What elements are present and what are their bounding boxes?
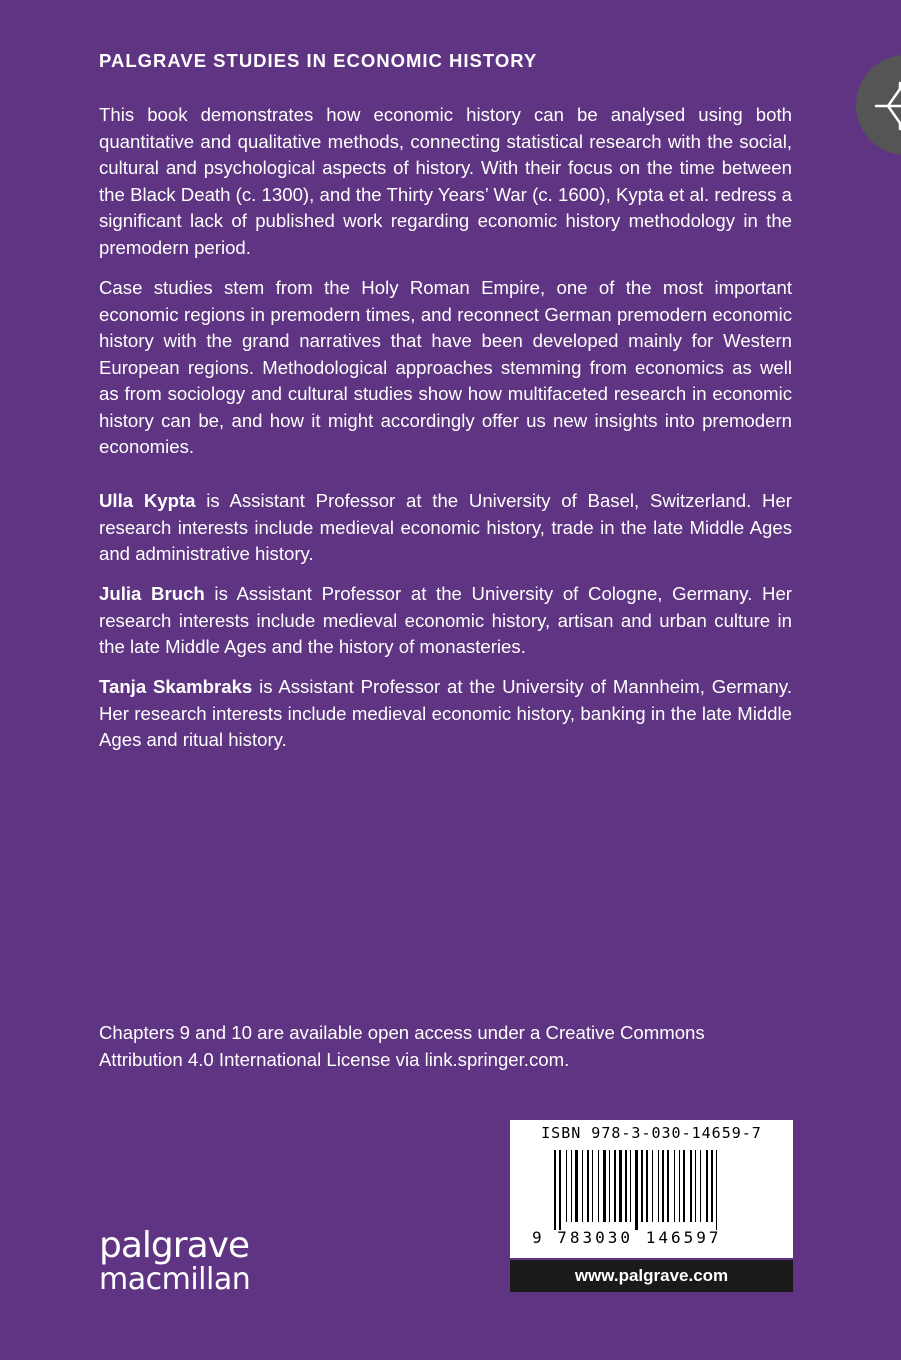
website-label: www.palgrave.com <box>510 1260 793 1292</box>
author-name: Julia Bruch <box>99 583 205 604</box>
barcode-bar <box>582 1150 583 1222</box>
barcode-bar <box>609 1150 610 1222</box>
network-icon <box>870 81 901 131</box>
barcode-bar <box>554 1150 556 1230</box>
barcode-bar <box>635 1150 638 1230</box>
barcode-bar <box>614 1150 616 1222</box>
author-bio-text: is Assistant Professor at the University of Basel, Switzerland. Her research interests include medieval economic history, trade in the late Middle Ages and administrative history. <box>99 490 792 564</box>
barcode-bar <box>630 1150 631 1222</box>
barcode-bar <box>667 1150 669 1222</box>
logo-line-2: macmillan <box>99 1262 251 1297</box>
barcode-bar <box>711 1150 713 1222</box>
barcode-bar <box>695 1150 696 1222</box>
barcode-bars <box>510 1150 793 1230</box>
author-bio <box>99 674 792 754</box>
publisher-logo <box>99 1225 251 1297</box>
barcode-bar <box>559 1150 561 1230</box>
barcode-bar <box>598 1150 599 1222</box>
barcode-bar <box>592 1150 593 1222</box>
logo-line-1: palgrave <box>99 1225 250 1266</box>
barcode-bar <box>646 1150 648 1222</box>
open-access-note: Chapters 9 and 10 are available open access under a Creative Commons Attribution 4.0 International License via link.springer.com. <box>99 1022 705 1070</box>
ean-digits: 9 783030 146597 <box>532 1228 722 1247</box>
barcode-bar <box>674 1150 675 1222</box>
open-access-badge <box>856 55 901 155</box>
author-bio <box>99 581 792 661</box>
barcode-bar <box>683 1150 685 1222</box>
barcode-bar <box>575 1150 578 1222</box>
isbn-text: ISBN 978-3-030-14659-7 <box>541 1124 762 1142</box>
barcode-bar <box>603 1150 606 1222</box>
blurb-paragraph: Case studies stem from the Holy Roman Empire, one of the most important economic regions in premodern times, and reconnect German premodern economic history with the grand narratives that have been developed mainly for Western European regions. Methodological approaches stemming from economics as well as from sociology and cultural studies show how multifaceted research in economic history can be, and how it might accordingly offer us new insights into premodern economies. <box>99 277 792 457</box>
barcode-bar <box>658 1150 659 1222</box>
author-bio <box>99 488 792 568</box>
blurb-paragraph: This book demonstrates how economic history can be analysed using both quantitative and qualitative methods, connecting statistical research with the social, cultural and psychological aspects of history. With their focus on the time between the Black Death (c. 1300), and the Thirty Years’ War (c. 1600), Kypta et al. redress a significant lack of published work regarding economic history methodology in the premodern period. <box>99 104 792 258</box>
barcode-bar <box>641 1150 643 1222</box>
barcode-bar <box>679 1150 680 1222</box>
barcode-bar <box>652 1150 653 1222</box>
barcode-bar <box>706 1150 708 1222</box>
author-name: Tanja Skambraks <box>99 676 253 697</box>
barcode-bar <box>700 1150 701 1222</box>
barcode-bar <box>625 1150 627 1222</box>
author-name: Ulla Kypta <box>99 490 196 511</box>
series-title: PALGRAVE STUDIES IN ECONOMIC HISTORY <box>99 50 538 71</box>
author-bio-text: is Assistant Professor at the University of Mannheim, Germany. Her research interests include medieval economic history, banking in the late Middle Ages and ritual history. <box>99 676 792 750</box>
isbn-barcode <box>510 1120 793 1258</box>
barcode-bar <box>662 1150 664 1222</box>
barcode-bar <box>571 1150 572 1222</box>
barcode-bar <box>566 1150 567 1222</box>
barcode-bar <box>716 1150 717 1230</box>
barcode-bar <box>690 1150 692 1222</box>
barcode-bar <box>587 1150 589 1222</box>
barcode-bar <box>619 1150 622 1222</box>
author-bio-text: is Assistant Professor at the University of Cologne, Germany. Her research interests include medieval economic history, artisan and urban culture in the late Middle Ages and the history of monasteries. <box>99 583 792 657</box>
